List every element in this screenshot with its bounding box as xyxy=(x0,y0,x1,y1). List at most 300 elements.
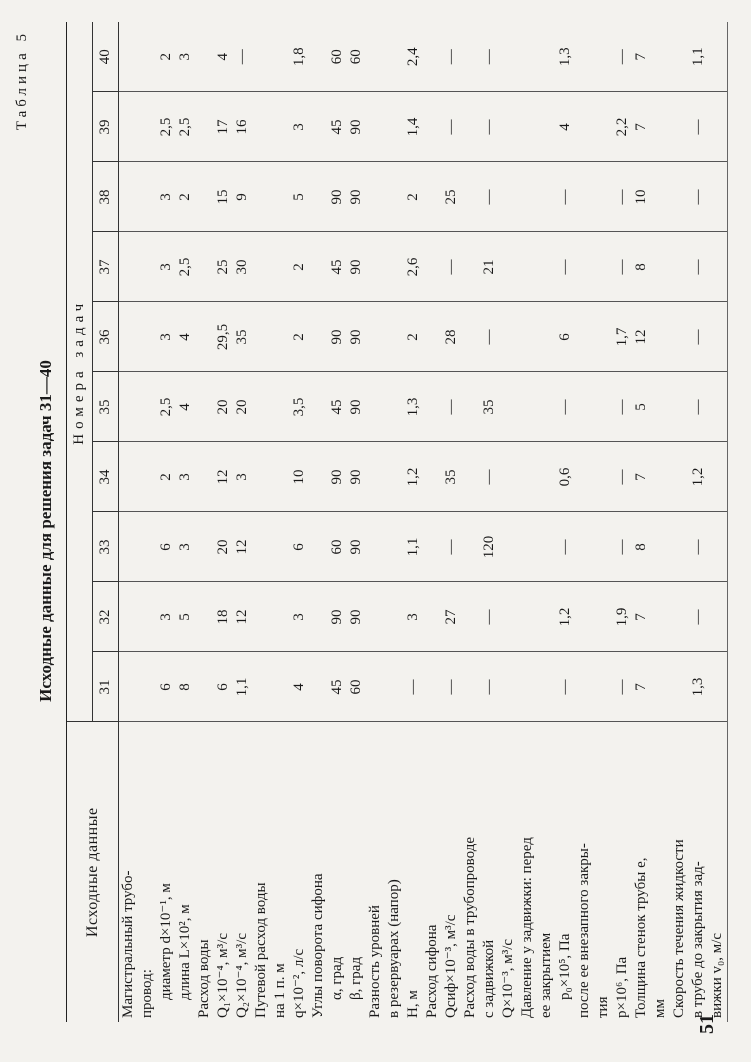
value: 1,2 xyxy=(557,607,573,627)
value-cell xyxy=(670,162,728,232)
value xyxy=(651,514,670,581)
value-cell xyxy=(366,162,423,232)
value: — xyxy=(443,399,459,415)
value: 3 xyxy=(158,263,174,271)
value-cell xyxy=(632,162,670,232)
value: 16 xyxy=(234,119,250,135)
value: — xyxy=(690,609,706,625)
value-cell xyxy=(252,442,309,512)
value xyxy=(670,304,689,371)
value: — xyxy=(690,539,706,555)
value: 90 xyxy=(329,329,345,345)
value xyxy=(537,514,556,581)
value xyxy=(594,94,613,161)
value-cell xyxy=(670,512,728,582)
value xyxy=(708,584,727,651)
value xyxy=(575,444,594,511)
value: 2 xyxy=(177,193,193,201)
value-cell xyxy=(119,512,196,582)
value: — xyxy=(614,49,630,65)
value xyxy=(138,514,157,581)
value xyxy=(309,444,328,511)
value: — xyxy=(234,49,250,65)
value xyxy=(537,584,556,651)
value-cell xyxy=(670,582,728,652)
value-cell xyxy=(195,22,252,92)
value xyxy=(423,514,442,581)
value xyxy=(423,654,442,721)
value-cell xyxy=(252,232,309,302)
value-cell xyxy=(119,162,196,232)
value xyxy=(670,234,689,301)
value: 1,2 xyxy=(405,467,421,487)
value-cell xyxy=(518,302,632,372)
value: 2,2 xyxy=(614,117,630,137)
value xyxy=(670,584,689,651)
value xyxy=(423,164,442,231)
value: 7 xyxy=(633,123,649,131)
table-row xyxy=(119,22,196,1022)
table-body xyxy=(119,22,728,1022)
value xyxy=(385,514,404,581)
value: 21 xyxy=(481,259,497,275)
value-cell xyxy=(423,582,461,652)
value: 3 xyxy=(291,613,307,621)
parameter-line: тия xyxy=(595,996,611,1018)
value-cell xyxy=(670,442,728,512)
value xyxy=(575,164,594,231)
value: — xyxy=(557,259,573,275)
value-cell xyxy=(423,162,461,232)
parameter-line: Давление у задвижки: перед xyxy=(519,837,535,1018)
value xyxy=(651,234,670,301)
value-cell xyxy=(632,442,670,512)
value: — xyxy=(614,539,630,555)
value: 7 xyxy=(633,683,649,691)
value: 2,4 xyxy=(405,47,421,67)
value: 120 xyxy=(481,535,497,559)
value xyxy=(537,654,556,721)
value-cell xyxy=(670,372,728,442)
value xyxy=(138,444,157,511)
value: 2 xyxy=(158,53,174,61)
parameter-line: Скорость течения жидкости xyxy=(671,839,687,1018)
value: — xyxy=(443,119,459,135)
value: — xyxy=(690,189,706,205)
value xyxy=(670,164,689,231)
parameter-cell xyxy=(309,722,366,1022)
value xyxy=(385,234,404,301)
value xyxy=(385,584,404,651)
value-cell xyxy=(119,582,196,652)
value xyxy=(594,23,613,91)
value: 28 xyxy=(443,329,459,345)
parameter-line: Магистральный трубо- xyxy=(120,870,136,1018)
parameter-line: в резервуарах (напор) xyxy=(386,879,402,1018)
value: — xyxy=(405,679,421,695)
parameter-line: ее закрытием xyxy=(538,932,554,1018)
value xyxy=(651,444,670,511)
value xyxy=(195,444,214,511)
value xyxy=(461,94,480,161)
value-cell xyxy=(632,372,670,442)
value xyxy=(423,444,442,511)
value xyxy=(252,23,271,91)
value: — xyxy=(481,189,497,205)
value-cell xyxy=(518,162,632,232)
value-cell xyxy=(518,582,632,652)
value: — xyxy=(614,469,630,485)
value xyxy=(594,234,613,301)
parameter-line: провод: xyxy=(139,969,155,1018)
value xyxy=(271,514,290,581)
value xyxy=(499,94,518,161)
value-cell xyxy=(195,302,252,372)
value: 45 xyxy=(329,399,345,415)
value xyxy=(385,94,404,161)
value xyxy=(423,94,442,161)
table-row xyxy=(632,22,670,1022)
parameter-line: α, град xyxy=(329,956,345,1000)
value xyxy=(138,654,157,721)
value xyxy=(366,514,385,581)
value: 1,3 xyxy=(557,47,573,67)
value xyxy=(518,514,537,581)
value xyxy=(271,374,290,441)
value: 18 xyxy=(215,609,231,625)
value: 90 xyxy=(348,539,364,555)
value: — xyxy=(443,259,459,275)
task-number-header: 39 xyxy=(93,92,119,162)
value xyxy=(385,23,404,91)
parameter-line: H, м xyxy=(405,990,421,1018)
value xyxy=(518,94,537,161)
value xyxy=(651,94,670,161)
value xyxy=(651,374,670,441)
value: — xyxy=(557,539,573,555)
value xyxy=(366,23,385,91)
value xyxy=(651,584,670,651)
value xyxy=(575,23,594,91)
value xyxy=(252,94,271,161)
task-numbers-header: Номера задач xyxy=(67,22,93,722)
value xyxy=(499,374,518,441)
table-row xyxy=(309,22,366,1022)
value xyxy=(537,234,556,301)
value-cell xyxy=(632,652,670,722)
value xyxy=(423,23,442,91)
value xyxy=(309,164,328,231)
value-cell xyxy=(309,512,366,582)
value: 3 xyxy=(405,613,421,621)
value xyxy=(575,584,594,651)
value: 4 xyxy=(291,683,307,691)
value-cell xyxy=(461,162,518,232)
value xyxy=(195,164,214,231)
value: 6 xyxy=(557,333,573,341)
value-cell xyxy=(119,652,196,722)
table-row xyxy=(423,22,461,1022)
value: 4 xyxy=(177,403,193,411)
parameter-line: Q₂×10⁻⁴, м³/с xyxy=(234,933,250,1018)
value xyxy=(461,654,480,721)
value xyxy=(670,444,689,511)
value: 25 xyxy=(443,189,459,205)
value: — xyxy=(614,259,630,275)
value xyxy=(385,374,404,441)
value: 3 xyxy=(291,123,307,131)
value: 5 xyxy=(291,193,307,201)
value xyxy=(271,584,290,651)
value xyxy=(366,444,385,511)
value-cell xyxy=(670,22,728,92)
value: 8 xyxy=(633,263,649,271)
value xyxy=(271,654,290,721)
value xyxy=(461,304,480,371)
value xyxy=(594,654,613,721)
value: 5 xyxy=(633,403,649,411)
value-cell xyxy=(195,372,252,442)
value: 90 xyxy=(348,189,364,205)
value-cell xyxy=(252,372,309,442)
value xyxy=(119,584,138,651)
value xyxy=(708,23,727,91)
value xyxy=(423,374,442,441)
value: 15 xyxy=(215,189,231,205)
value-cell xyxy=(252,22,309,92)
value: 2 xyxy=(291,333,307,341)
value-cell xyxy=(309,372,366,442)
parameter-line: длина L×10², м xyxy=(177,904,193,1000)
value xyxy=(423,304,442,371)
value: 6 xyxy=(215,683,231,691)
value-cell xyxy=(518,372,632,442)
parameter-line: на 1 п. м xyxy=(272,963,288,1018)
value: 2,5 xyxy=(177,257,193,277)
value: 0,6 xyxy=(557,467,573,487)
value xyxy=(499,23,518,91)
value-cell xyxy=(309,92,366,162)
parameter-cell xyxy=(366,722,423,1022)
value: — xyxy=(690,259,706,275)
value: — xyxy=(443,679,459,695)
value: 90 xyxy=(348,259,364,275)
value xyxy=(537,23,556,91)
value xyxy=(461,584,480,651)
value: 90 xyxy=(348,329,364,345)
value: 1,1 xyxy=(405,537,421,557)
value: — xyxy=(614,399,630,415)
value xyxy=(366,304,385,371)
value-cell xyxy=(195,442,252,512)
parameter-line: Расход сифона xyxy=(424,924,440,1018)
value-cell xyxy=(309,652,366,722)
value-cell xyxy=(252,512,309,582)
parameter-cell xyxy=(119,722,196,1022)
value: 4 xyxy=(215,53,231,61)
value: — xyxy=(690,329,706,345)
value xyxy=(271,94,290,161)
value: 2 xyxy=(291,263,307,271)
parameter-line: p₀×10⁵, Па xyxy=(557,933,573,1000)
value xyxy=(518,164,537,231)
value xyxy=(575,234,594,301)
value: 3 xyxy=(177,473,193,481)
value: — xyxy=(690,119,706,135)
value xyxy=(708,654,727,721)
value-cell xyxy=(366,652,423,722)
parameter-line: β, град xyxy=(348,956,364,1000)
value-cell xyxy=(366,372,423,442)
value: 27 xyxy=(443,609,459,625)
value-cell xyxy=(252,162,309,232)
value xyxy=(708,444,727,511)
value xyxy=(537,164,556,231)
value xyxy=(119,444,138,511)
value-cell xyxy=(252,652,309,722)
value: 4 xyxy=(177,333,193,341)
value-cell xyxy=(119,92,196,162)
value-cell xyxy=(423,652,461,722)
value xyxy=(309,654,328,721)
value xyxy=(575,374,594,441)
value: 12 xyxy=(633,329,649,345)
value xyxy=(195,374,214,441)
value-cell xyxy=(423,302,461,372)
value-cell xyxy=(518,652,632,722)
value: 3 xyxy=(234,473,250,481)
value xyxy=(309,514,328,581)
value xyxy=(594,374,613,441)
value xyxy=(594,514,613,581)
value xyxy=(138,234,157,301)
value: 90 xyxy=(348,119,364,135)
value xyxy=(138,164,157,231)
value: 12 xyxy=(234,609,250,625)
value-cell xyxy=(423,92,461,162)
value: 29,5 xyxy=(215,323,231,351)
value-cell xyxy=(518,22,632,92)
value-cell xyxy=(366,582,423,652)
value xyxy=(461,23,480,91)
parameter-line: p×10⁶, Па xyxy=(614,956,630,1018)
value: 2 xyxy=(405,333,421,341)
value: 5 xyxy=(177,613,193,621)
task-number-header: 36 xyxy=(93,302,119,372)
task-number-header: 31 xyxy=(93,652,119,722)
value xyxy=(271,164,290,231)
value: — xyxy=(443,49,459,65)
parameter-cell xyxy=(518,722,632,1022)
value xyxy=(594,584,613,651)
value xyxy=(575,304,594,371)
value xyxy=(537,94,556,161)
parameter-line: вижки v₀, м/с xyxy=(709,932,725,1018)
value-cell xyxy=(461,232,518,302)
value xyxy=(385,654,404,721)
value: — xyxy=(557,189,573,205)
value xyxy=(119,234,138,301)
value-cell xyxy=(632,302,670,372)
task-number-header: 40 xyxy=(93,22,119,92)
parameter-line: после ее внезапного закры- xyxy=(576,843,592,1018)
value xyxy=(499,444,518,511)
value xyxy=(119,514,138,581)
value-cell xyxy=(119,442,196,512)
value xyxy=(499,514,518,581)
value xyxy=(309,304,328,371)
value: 30 xyxy=(234,259,250,275)
value: — xyxy=(481,679,497,695)
value xyxy=(138,94,157,161)
value: 10 xyxy=(633,189,649,205)
parameter-line: в трубе до закрытия зад- xyxy=(690,861,706,1018)
value xyxy=(271,304,290,371)
value xyxy=(119,654,138,721)
value-cell xyxy=(195,652,252,722)
value xyxy=(708,304,727,371)
value: — xyxy=(481,469,497,485)
value xyxy=(537,444,556,511)
value xyxy=(252,164,271,231)
value: 20 xyxy=(234,399,250,415)
value-cell xyxy=(632,512,670,582)
value-cell xyxy=(309,442,366,512)
value: 6 xyxy=(291,543,307,551)
value-cell xyxy=(195,582,252,652)
value-cell xyxy=(195,232,252,302)
value xyxy=(195,584,214,651)
value xyxy=(271,234,290,301)
value xyxy=(518,234,537,301)
table-row xyxy=(670,22,728,1022)
value-cell xyxy=(423,512,461,582)
value xyxy=(594,304,613,371)
value-cell xyxy=(670,652,728,722)
value: — xyxy=(614,189,630,205)
value-cell xyxy=(518,92,632,162)
value xyxy=(119,23,138,91)
value-cell xyxy=(423,372,461,442)
value: 90 xyxy=(348,469,364,485)
value-cell xyxy=(461,302,518,372)
parameter-line: Расход воды xyxy=(196,939,212,1018)
value: — xyxy=(481,609,497,625)
parameter-cell xyxy=(461,722,518,1022)
value: 20 xyxy=(215,539,231,555)
value: 1,3 xyxy=(690,677,706,697)
value xyxy=(537,374,556,441)
value xyxy=(708,374,727,441)
value xyxy=(651,164,670,231)
value-cell xyxy=(366,512,423,582)
value xyxy=(252,304,271,371)
value xyxy=(575,94,594,161)
value-cell xyxy=(309,582,366,652)
value-cell xyxy=(309,302,366,372)
parameter-cell xyxy=(252,722,309,1022)
value xyxy=(670,514,689,581)
value-cell xyxy=(461,22,518,92)
value-cell xyxy=(461,442,518,512)
value xyxy=(195,514,214,581)
value-cell xyxy=(461,512,518,582)
value xyxy=(366,234,385,301)
value xyxy=(119,304,138,371)
value xyxy=(708,234,727,301)
value: — xyxy=(557,679,573,695)
value: 60 xyxy=(329,539,345,555)
